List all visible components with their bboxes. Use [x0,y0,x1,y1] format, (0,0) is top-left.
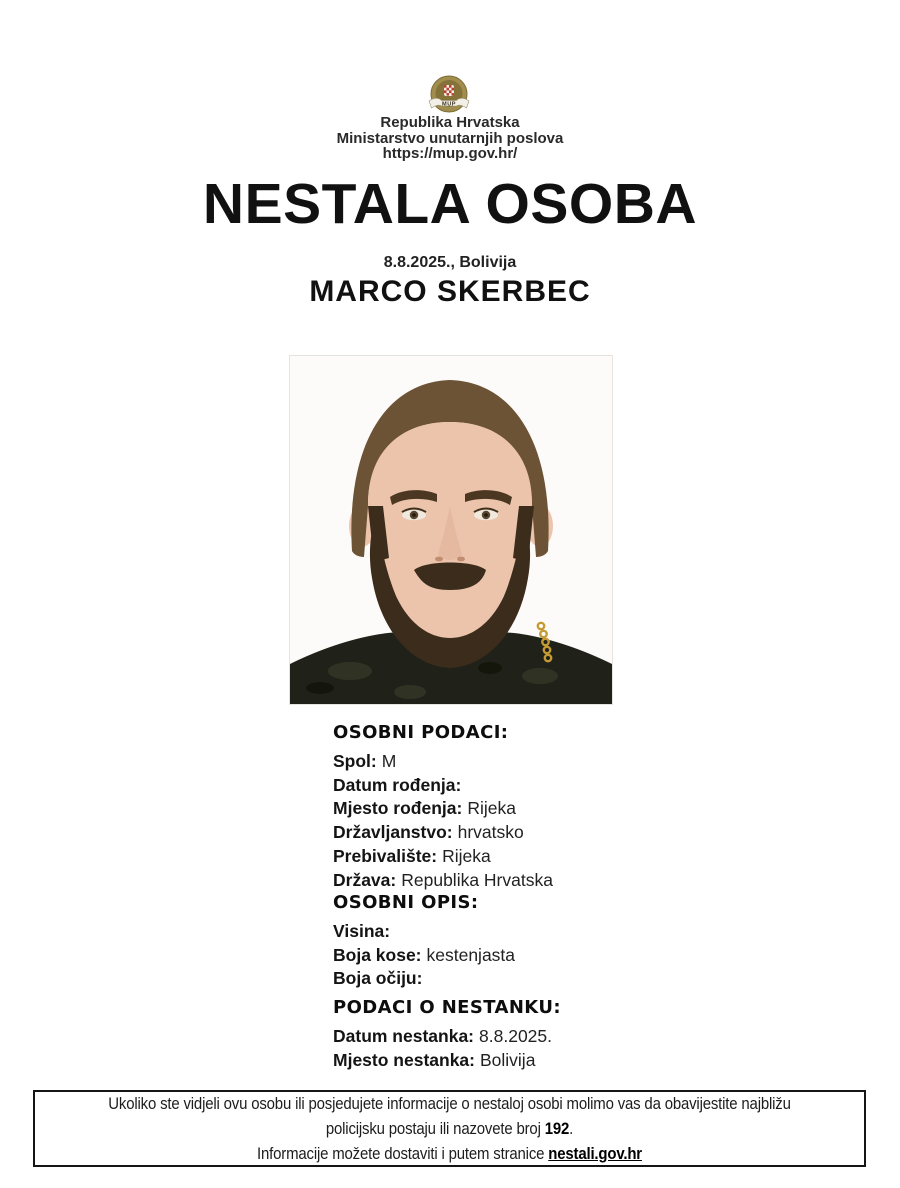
org-country: Republika Hrvatska [380,114,520,131]
field-label: Mjesto nestanka: [333,1049,475,1070]
info-line2-prefix: policijsku postaju ili nazovete broj [325,1119,541,1138]
field-row-disappearance-place [333,1049,853,1073]
contact-info-text [85,1091,815,1166]
field-value: Republika Hrvatska [401,869,553,890]
field-label: Datum rođenja: [333,774,462,795]
person-name: MARCO SKERBEC [309,275,591,308]
field-value: Rijeka [467,798,516,819]
contact-info-box [33,1090,866,1167]
field-label: Datum nestanka: [333,1026,475,1046]
field-row-eye-color [333,967,853,991]
section-heading: PODACI O NESTANKU: [333,997,561,1018]
field-row-citizenship [333,821,853,845]
field-label: Boja očiju: [333,968,423,989]
field-value: 8.8.2025. [479,1026,552,1046]
field-value: kestenjasta [426,944,516,965]
org-ministry: Ministarstvo unutarnjih poslova [336,129,564,147]
info-line2-suffix: . [569,1119,574,1138]
page-title: NESTALA OSOBA [202,172,698,236]
nestali-website-link[interactable]: nestali.gov.hr [548,1144,642,1163]
field-row-country [333,869,853,893]
section-personal-description [333,892,853,991]
field-value: Bolivija [479,1049,536,1070]
section-heading: OSOBNI PODACI: [333,722,509,743]
field-label: Država: [333,869,397,890]
info-line1: Ukoliko ste vidjeli ovu osobu ili posjedujete informacije o nestaloj osobi molimo vas da obavijestite najbližu [108,1094,791,1113]
field-label: Mjesto rođenja: [333,798,463,819]
field-row-disappearance-date [333,1025,853,1049]
field-label: Državljanstvo: [333,822,453,843]
section-disappearance-data [333,997,853,1072]
field-row-birth-date [333,774,853,798]
field-row-hair-color [333,944,853,968]
person-photo [289,355,613,705]
field-label: Visina: [333,921,391,941]
field-value: Rijeka [442,845,491,866]
emergency-number: 192 [544,1119,570,1138]
missing-date-location: 8.8.2025., Bolivija [383,254,517,271]
section-personal-data [333,722,853,892]
field-value: hrvatsko [457,822,524,843]
field-value: M [381,751,397,771]
svg-text:MUP: MUP [442,101,456,108]
section-heading: OSOBNI OPIS: [333,892,479,913]
field-label: Boja kose: [333,944,422,965]
info-line3-prefix: Informacije možete dostaviti i putem stranice [257,1144,545,1163]
ministry-header [0,115,900,162]
field-row-height [333,920,853,944]
field-label: Prebivalište: [333,845,438,866]
field-row-sex [333,750,853,774]
field-label: Spol: [333,751,377,771]
field-row-residence [333,845,853,869]
mup-url-link[interactable]: https://mup.gov.hr/ [382,145,518,162]
field-row-birth-place [333,797,853,821]
